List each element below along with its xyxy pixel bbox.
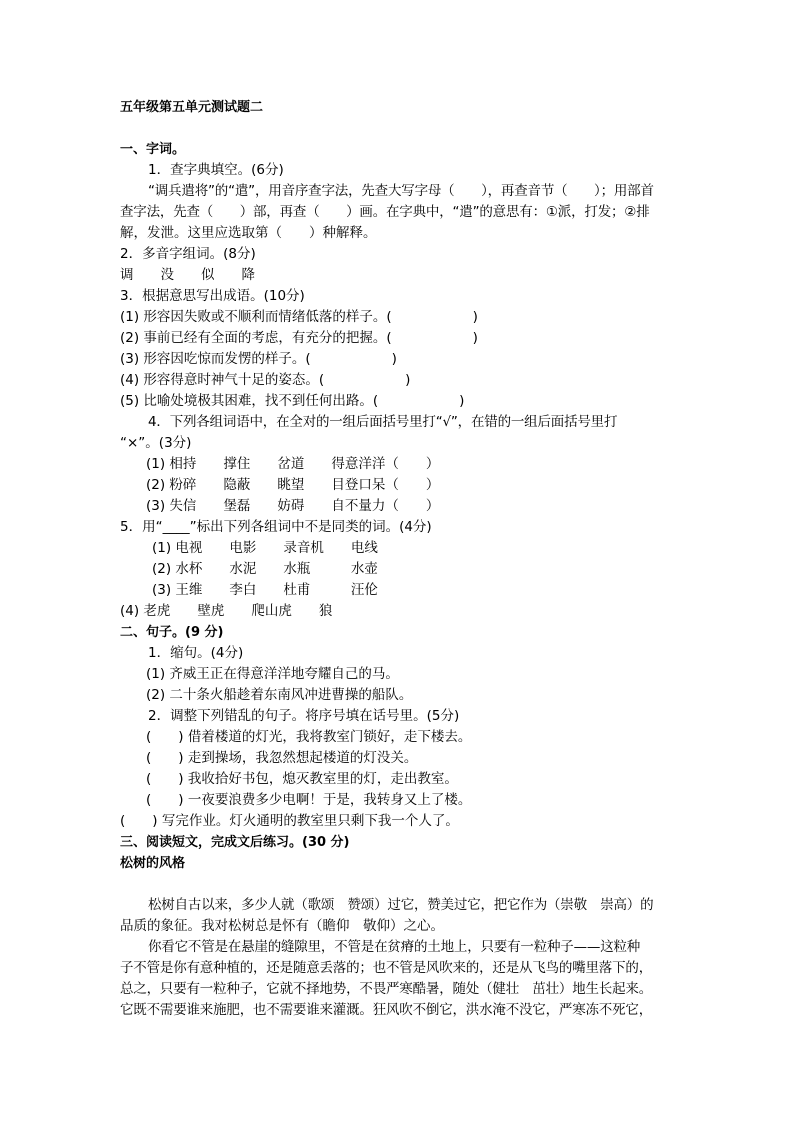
s2-q1-label: 1．缩句。(4分): [148, 645, 244, 661]
q3-item: (5) 比喻处境极其困难，找不到任何出路。( ): [120, 393, 465, 409]
q5-item: (2) 水杯 水泥 水瓶 水壶: [152, 561, 378, 577]
passage-line: 子不管是你有意种植的，还是随意丢落的；也不管是风吹来的，还是从飞鸟的嘴里落下的，: [120, 960, 652, 976]
s2-q1-item: (1) 齐威王正在得意洋洋地夸耀自己的马。: [146, 666, 399, 682]
q4-line-2: “×”。(3分): [120, 435, 192, 451]
q3-item: (4) 形容得意时神气十足的姿态。( ): [120, 372, 411, 388]
q5-label: 5．用“____”标出下列各组词中不是同类的词。(4分): [120, 519, 432, 535]
q5-item: (3) 王维 李白 杜甫 汪伦: [152, 582, 378, 598]
q2-label: 2．多音字组词。(8分): [120, 246, 256, 262]
s2-q2-item: ( ) 我收拾好书包，熄灭教室里的灯，走出教室。: [146, 771, 458, 787]
passage-line: 你看它不管是在悬崖的缝隙里，不管是在贫瘠的土地上，只要有一粒种子——这粒种: [148, 939, 641, 955]
passage-line: 它既不需要谁来施肥，也不需要谁来灌溉。狂风吹不倒它，洪水淹不没它，严寒冻不死它，: [120, 1002, 652, 1018]
q2-words: 调 没 似 降: [120, 267, 255, 283]
q4-item: (2) 粉碎 隐蔽 眺望 目登口呆（ ）: [146, 477, 440, 493]
s2-q1-item: (2) 二十条火船趁着东南风冲进曹操的船队。: [146, 687, 413, 703]
s2-q2-item: ( ) 走到操场，我忽然想起楼道的灯没关。: [146, 750, 418, 766]
section-1-heading: 一、字词。: [120, 142, 186, 157]
q4-line-1: 4．下列各组词语中，在全对的一组后面括号里打“√”，在错的一组后面括号里打: [148, 414, 618, 430]
s2-q2-item: ( ) 一夜要浪费多少电啊！于是，我转身又上了楼。: [146, 792, 472, 808]
q3-item: (3) 形容因吃惊而发愣的样子。( ): [120, 351, 397, 367]
q4-item: (1) 相持 撑住 岔道 得意洋洋（ ）: [146, 456, 440, 472]
passage-line: 总之，只要有一粒种子，它就不择地势，不畏严寒酷暑，随处（健壮 茁壮）地生长起来。: [120, 981, 652, 997]
q3-label: 3．根据意思写出成语。(10分): [120, 288, 305, 304]
q1-line-2: 查字法，先查（ ）部，再查（ ）画。在字典中，“遣”的意思有：①派，打发；②排: [120, 204, 650, 220]
section-3-heading: 三、阅读短文，完成文后练习。(30 分): [120, 835, 350, 850]
s2-q2-item: ( ) 借着楼道的灯光，我将教室门锁好，走下楼去。: [146, 729, 472, 745]
page-title: 五年级第五单元测试题二: [120, 100, 264, 115]
q1-label: 1．查字典填空。(6分): [148, 162, 284, 178]
section-2-heading: 二、句子。(9 分): [120, 625, 224, 640]
q3-item: (1) 形容因失败或不顺利而情绪低落的样子。( ): [120, 309, 478, 325]
s2-q2-item: ( ) 写完作业。灯火通明的教室里只剩下我一个人了。: [120, 813, 459, 829]
s2-q2-label: 2．调整下列错乱的句子。将序号填在话号里。(5分): [148, 708, 460, 724]
q5-item: (4) 老虎 壁虎 爬山虎 狼: [120, 603, 333, 619]
passage-title: 松树的风格: [120, 856, 186, 871]
q3-item: (2) 事前已经有全面的考虑，有充分的把握。( ): [120, 330, 478, 346]
passage-line: 松树自古以来，多少人就（歌颂 赞颂）过它，赞美过它，把它作为（崇敬 崇高）的: [148, 897, 654, 913]
q4-item: (3) 失信 堡磊 妨碍 自不量力（ ）: [146, 498, 440, 514]
q5-item: (1) 电视 电影 录音机 电线: [152, 540, 378, 556]
q1-line-3: 解，发泄。这里应选取第（ ）种解释。: [120, 225, 377, 241]
passage-line: 品质的象征。我对松树总是怀有（瞻仰 敬仰）之心。: [120, 918, 444, 934]
q1-line-1: “调兵遣将”的“遣”，用音序查字法，先查大写字母（ ），再查音节（ ）；用部首: [148, 183, 654, 199]
